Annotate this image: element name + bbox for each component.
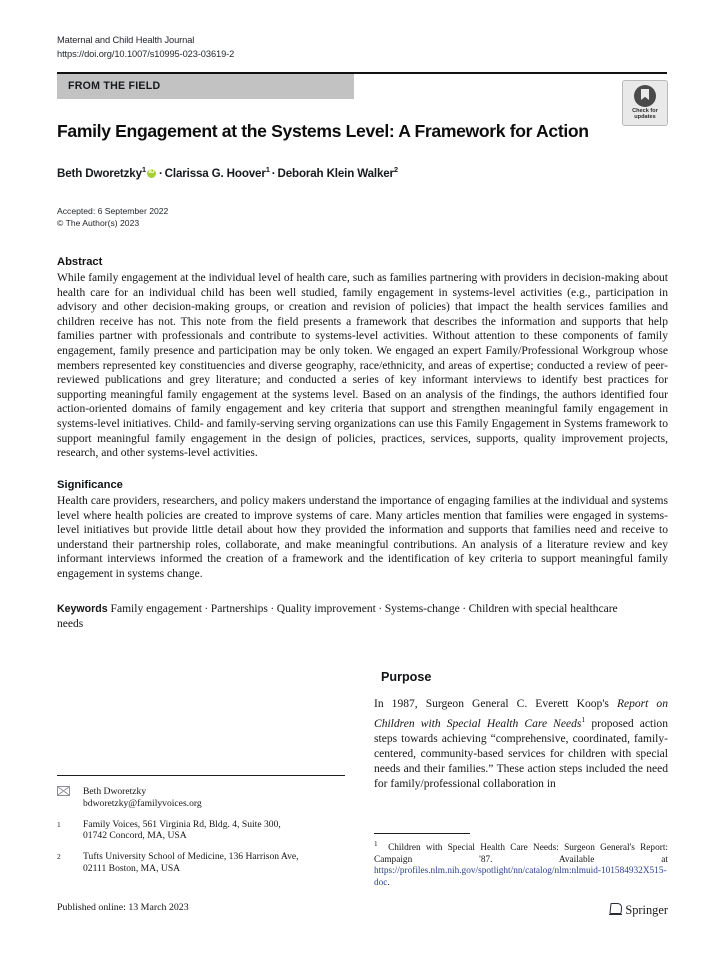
affiliation-line: 02111 Boston, MA, USA <box>83 862 181 874</box>
author-affil-marker-1: 1 <box>141 165 146 174</box>
footnote-link[interactable]: https://profiles.nlm.nih.gov/spotlight/nn/catalog/nlm:nlmuid-101584932X515-doc <box>374 866 667 888</box>
publisher-logo <box>609 901 668 918</box>
significance-section <box>57 479 668 582</box>
keyword-separator: · <box>462 603 467 615</box>
author-affil-marker-2: 1 <box>265 165 270 174</box>
keywords-label: Keywords <box>57 603 108 615</box>
copyright-line: © The Author(s) 2023 <box>57 218 140 229</box>
keyword-item[interactable]: Partnerships <box>210 603 268 615</box>
corresponding-author <box>57 786 352 810</box>
accepted-date: Accepted: 6 September 2022 <box>57 206 169 216</box>
purpose-text <box>374 697 668 792</box>
author-separator-2: · <box>271 166 276 180</box>
purpose-text-part2: proposed action steps towards achieving “comprehensive, coordinated, family-centered, community-based services for children with special needs and their families.” These action steps included the need for family/professional collaboration in <box>374 717 668 791</box>
significance-heading: Significance <box>57 479 123 491</box>
journal-header <box>57 34 234 61</box>
affiliation-1 <box>57 819 352 843</box>
envelope-icon <box>57 786 75 799</box>
keyword-separator: · <box>270 603 275 615</box>
affiliation-line: 01742 Concord, MA, USA <box>83 830 187 842</box>
keyword-item[interactable]: Systems-change <box>384 603 460 615</box>
footnote-1 <box>374 839 668 889</box>
affiliation-line: Family Voices, 561 Virginia Rd, Bldg. 4, Suite 300, <box>83 818 281 830</box>
author-list <box>57 165 657 180</box>
crossmark-label-line1: Check for <box>632 108 658 114</box>
author-name-3[interactable]: Deborah Klein Walker <box>277 166 394 180</box>
published-online-date: Published online: 13 March 2023 <box>57 902 189 913</box>
journal-doi[interactable]: https://doi.org/10.1007/s10995-023-03619-2 <box>57 48 235 59</box>
keyword-item[interactable]: Children with special healthcare needs <box>57 603 618 630</box>
article-type-label: FROM THE FIELD <box>68 80 161 92</box>
springer-logo-icon <box>609 903 622 916</box>
corresponding-author-email[interactable]: bdworetzky@familyvoices.org <box>83 797 202 809</box>
footnote-text-end: . <box>387 877 390 888</box>
abstract-heading: Abstract <box>57 256 103 268</box>
purpose-footnote-ref[interactable]: 1 <box>581 715 586 725</box>
affiliation-marker: 1 <box>57 819 61 829</box>
affiliation-2 <box>57 851 352 875</box>
crossmark-icon <box>634 85 656 107</box>
correspondence-section <box>57 786 352 884</box>
abstract-text: While family engagement at the individual level of health care, such as families partnering with providers in decision-making about health care for an individual child has been well studied, family engagement in systems-level activities (e.g., participation in advisory and other decision-making groups, or creation and revision of policies) that impact the health services families and children receive has not. This note from the field presents a framework that describes the information and supports that help families partner with professionals and contribute to systems-level activities. Without attention to these components of family engagement, family presence and participation may be only token. We engaged an expert Family/Professional Workgroup whose members represented key constituencies and diverse geography, race/ethnicity, and areas of expertise; conducted a review of peer-reviewed publications and grey literature; and conducted a series of key informant interviews to identify best practices for supporting meaningful family engagement at the systems level. Based on an analysis of the findings, the authors identified four action-oriented domains of family engagement and key criteria that support and strengthen meaningful family engagement in systems-level initiatives. Child- and family-serving serving organizations can use this Family Engagement in Systems framework to support meaningful family engagement in the design of policies, practices, services, supports, quality improvement projects, research, and other systems-level activities. <box>57 272 668 460</box>
keyword-separator: · <box>378 603 383 615</box>
keyword-separator: · <box>204 603 209 615</box>
author-separator-1: · <box>158 166 163 180</box>
article-type-banner <box>57 74 354 99</box>
author-affil-marker-3: 2 <box>393 165 398 174</box>
purpose-text-part1: In 1987, Surgeon General C. Everett Koop's <box>374 698 617 710</box>
purpose-heading: Purpose <box>381 670 432 684</box>
correspondence-divider <box>57 775 345 776</box>
footnote-divider <box>374 833 470 834</box>
footnote-marker: 1 <box>374 840 378 848</box>
crossmark-label <box>623 108 667 121</box>
author-name-2[interactable]: Clarissa G. Hoover <box>164 166 266 180</box>
abstract-section <box>57 256 668 461</box>
publisher-name: Springer <box>625 903 668 917</box>
journal-name: Maternal and Child Health Journal <box>57 35 195 45</box>
significance-text: Health care providers, researchers, and policy makers understand the importance of engaging families at the individual and systems level where health policies are created to improve systems of care. Many articles mention that families were engaged in systems-level initiatives but provide little detail about how they provided the information and supports that families need and receive to understand their partnership roles, collaborate, and make meaningful contributions. An analysis of a literature review and key informant interviews informed the creation of a framework and the identification of key criteria to support meaningful family engagement in systems change. <box>57 495 668 580</box>
footnote-text: Children with Special Health Care Needs: Surgeon General's Report: Campaign '87. Available at <box>374 843 668 865</box>
page-title: Family Engagement at the Systems Level: A Framework for Action <box>57 121 589 141</box>
purpose-report-title: Report on Children with Special Health Care Needs <box>374 698 668 730</box>
orcid-icon[interactable] <box>147 169 156 178</box>
affiliation-line: Tufts University School of Medicine, 136 Harrison Ave, <box>83 851 299 863</box>
keywords-section <box>57 602 627 631</box>
corresponding-author-name: Beth Dworetzky <box>83 786 147 797</box>
affiliation-marker: 2 <box>57 852 61 862</box>
check-for-updates-badge[interactable] <box>622 80 668 126</box>
publication-dates <box>57 205 168 230</box>
author-name-1[interactable]: Beth Dworetzky <box>57 166 142 180</box>
keyword-item[interactable]: Quality improvement <box>276 603 376 615</box>
keyword-item[interactable]: Family engagement <box>110 603 202 615</box>
crossmark-label-line2: updates <box>634 114 656 121</box>
